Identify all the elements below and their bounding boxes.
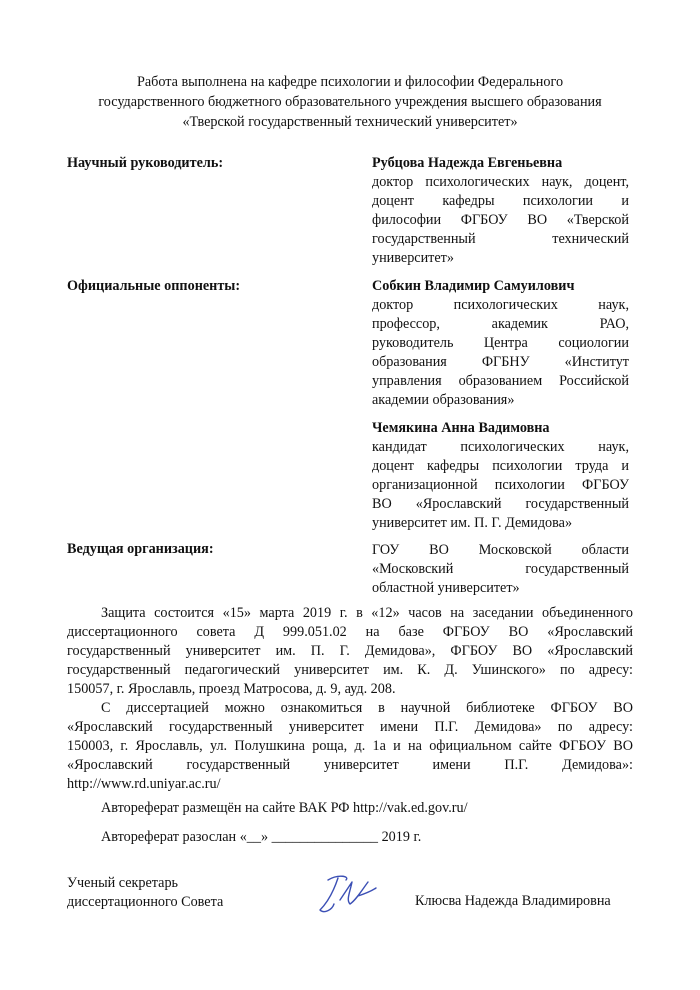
opponent-description	[372, 438, 629, 533]
paragraph-line: Защита состоится «15» марта 2019 г. в «12» часов на заседании объединенного	[101, 605, 633, 621]
opponent-block	[372, 277, 629, 410]
library-paragraph	[67, 699, 633, 794]
opponent-block	[372, 419, 629, 533]
opponents-label: Официальные оппоненты:	[67, 278, 241, 294]
defense-paragraph	[67, 604, 633, 699]
desc-line: организационной психологии ФГБОУ	[372, 477, 629, 493]
desc-line: областной университет»	[372, 580, 520, 596]
secretary-title-line: диссертационного Совета	[67, 894, 224, 910]
paragraph-line: диссертационного совета Д 999.051.02 на базе ФГБОУ ВО «Ярославский	[67, 624, 633, 640]
paragraph-line: 150003, г. Ярославль, ул. Полушкина роща, д. 1а и на официальном сайте ФГБОУ ВО	[67, 738, 633, 754]
supervisor-label: Научный руководитель:	[67, 155, 224, 171]
secretary-title	[67, 874, 223, 912]
desc-line: «Московский государственный	[372, 561, 629, 577]
opponent-name: Чемякина Анна Вадимовна	[372, 420, 550, 436]
desc-line: руководитель Центра социологии	[372, 335, 629, 351]
desc-line: доцент кафедры психологии труда и	[372, 458, 629, 474]
desc-line: государственный технический	[372, 231, 629, 247]
supervisor-description	[372, 173, 629, 268]
paragraph-line: 150057, г. Ярославль, проезд Матросова, д. 9, ауд. 208.	[67, 681, 396, 697]
sent-line: Автореферат разослан «__» _______________ 2019 г.	[101, 829, 422, 845]
lead-org-block	[372, 541, 629, 598]
paragraph-line: С диссертацией можно ознакомиться в научной библиотеке ФГБОУ ВО	[101, 700, 633, 716]
secretary-name: Клюсва Надежда Владимировна	[415, 893, 611, 909]
desc-line: кандидат психологических наук,	[372, 439, 629, 455]
desc-line: ГОУ ВО Московской области	[372, 542, 629, 558]
opponent-description	[372, 296, 629, 410]
paragraph-line: государственный педагогический университет им. К. Д. Ушинского» по адресу:	[67, 662, 633, 678]
desc-line: университет им. П. Г. Демидова»	[372, 515, 573, 531]
paragraph-line: «Ярославский государственный университет имени П.Г. Демидова» по адресу:	[67, 719, 633, 735]
supervisor-name: Рубцова Надежда Евгеньевна	[372, 155, 563, 171]
desc-line: доктор психологических наук, доцент,	[372, 174, 629, 190]
intro-line: Работа выполнена на кафедре психологии и философии Федерального	[136, 74, 564, 90]
institution-statement	[60, 72, 640, 132]
desc-line: управления образованием Российской	[372, 373, 629, 389]
vak-line: Автореферат размещён на сайте ВАК РФ http://vak.ed.gov.ru/	[101, 800, 468, 816]
lead-org-description	[372, 541, 629, 598]
signature-image	[314, 870, 378, 918]
desc-line: профессор, академик РАО,	[372, 316, 629, 332]
desc-line: доктор психологических наук,	[372, 297, 629, 313]
paragraph-line: http://www.rd.uniyar.ac.ru/	[67, 776, 221, 792]
paragraph-line: государственный университет им. П. Г. Демидова», ФГБОУ ВО «Ярославский	[67, 643, 633, 659]
lead-org-label: Ведущая организация:	[67, 541, 214, 557]
desc-line: философии ФГБОУ ВО «Тверской	[372, 212, 629, 228]
desc-line: доцент кафедры психологии и	[372, 193, 629, 209]
desc-line: академии образования»	[372, 392, 515, 408]
supervisor-block	[372, 154, 629, 268]
intro-line: государственного бюджетного образовательного учреждения высшего образования	[98, 94, 602, 110]
paragraph-line: «Ярославский государственный университет имени П.Г. Демидова»:	[67, 757, 633, 773]
desc-line: ВО «Ярославский государственный	[372, 496, 629, 512]
desc-line: образования ФГБНУ «Институт	[372, 354, 629, 370]
desc-line: университет»	[372, 250, 454, 266]
opponent-name: Собкин Владимир Самуилович	[372, 278, 575, 294]
intro-line: «Тверской государственный технический университет»	[182, 114, 518, 130]
secretary-title-line: Ученый секретарь	[67, 875, 179, 891]
